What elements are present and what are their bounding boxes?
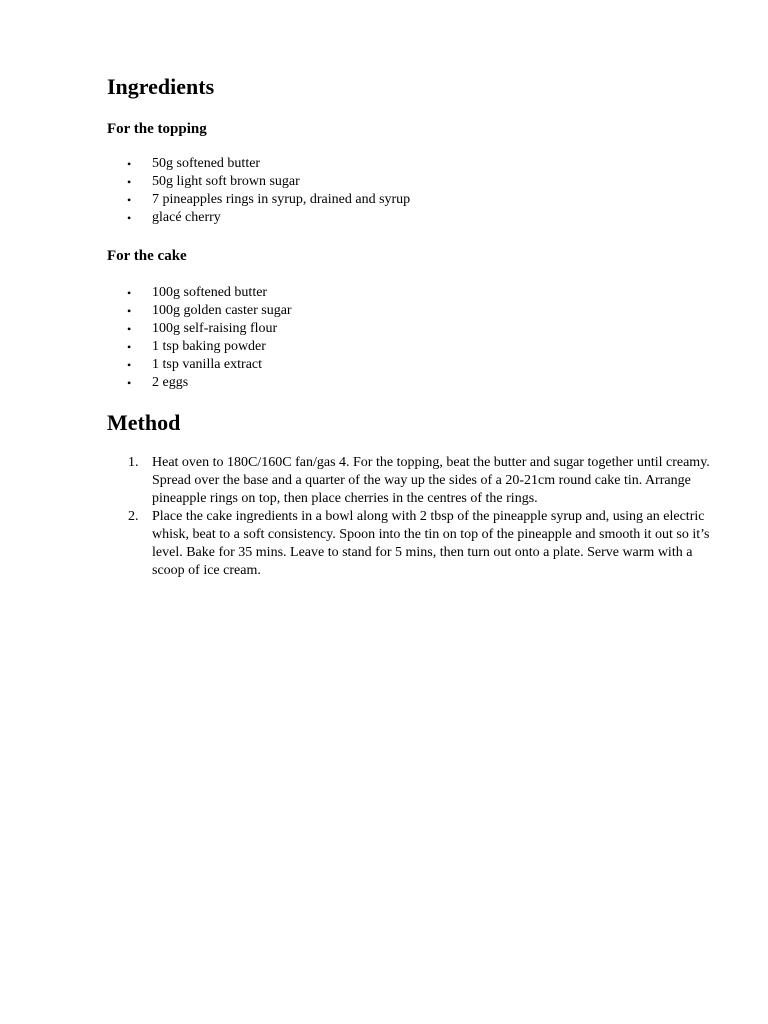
topping-subheading: For the topping	[107, 121, 207, 137]
ingredient-text: 100g softened butter	[152, 285, 268, 300]
cake-ingredient-list	[107, 284, 717, 392]
ingredient-text: 50g light soft brown sugar	[152, 174, 300, 189]
list-item	[107, 155, 717, 173]
ingredients-heading: Ingredients	[107, 74, 215, 99]
bullet-icon: •	[127, 304, 132, 318]
ingredient-text: 100g self-raising flour	[152, 321, 278, 336]
step-text: Place the cake ingredients in a bowl along with 2 tbsp of the pineapple syrup and, using an electric whisk, beat to a soft consistency. Spoon into the tin on top of the pineapple and smooth it out so it’s level. Bake for 35 mins. Leave to stand for 5 mins, then turn out onto a plate. Serve warm with a scoop of ice cream.	[152, 509, 710, 578]
list-item	[107, 302, 717, 320]
list-item	[107, 173, 717, 191]
bullet-icon: •	[127, 358, 132, 372]
bullet-icon: •	[127, 376, 132, 390]
list-item	[107, 320, 717, 338]
method-step	[107, 508, 717, 580]
method-step	[107, 454, 717, 508]
ingredient-text: 1 tsp vanilla extract	[152, 357, 263, 372]
list-item	[107, 338, 717, 356]
step-text: Heat oven to 180C/160C fan/gas 4. For the topping, beat the butter and sugar together until creamy. Spread over the base and a quarter of the way up the sides of a 20-21cm round cake tin. Arrange pineapple rings on top, then place cherries in the centres of the rings.	[152, 455, 710, 506]
ingredient-text: 50g softened butter	[152, 156, 261, 171]
ingredient-text: 7 pineapples rings in syrup, drained and syrup	[152, 192, 411, 207]
bullet-icon: •	[127, 286, 132, 300]
bullet-icon: •	[127, 340, 132, 354]
list-item	[107, 284, 717, 302]
ingredient-text: 100g golden caster sugar	[152, 303, 292, 318]
ingredient-text: glacé cherry	[152, 210, 221, 225]
bullet-icon: •	[127, 175, 132, 189]
list-item	[107, 209, 717, 227]
bullet-icon: •	[127, 193, 132, 207]
bullet-icon: •	[127, 322, 132, 336]
method-heading: Method	[107, 410, 181, 435]
ingredient-text: 1 tsp baking powder	[152, 339, 266, 354]
bullet-icon: •	[127, 157, 132, 171]
topping-ingredient-list	[107, 155, 717, 227]
list-item	[107, 191, 717, 209]
list-item	[107, 356, 717, 374]
cake-subheading: For the cake	[107, 248, 187, 264]
method-step-list	[107, 454, 717, 580]
ingredient-text: 2 eggs	[152, 375, 189, 390]
bullet-icon: •	[127, 211, 132, 225]
step-number: 1.	[128, 455, 139, 470]
step-number: 2.	[128, 509, 139, 524]
list-item	[107, 374, 717, 392]
